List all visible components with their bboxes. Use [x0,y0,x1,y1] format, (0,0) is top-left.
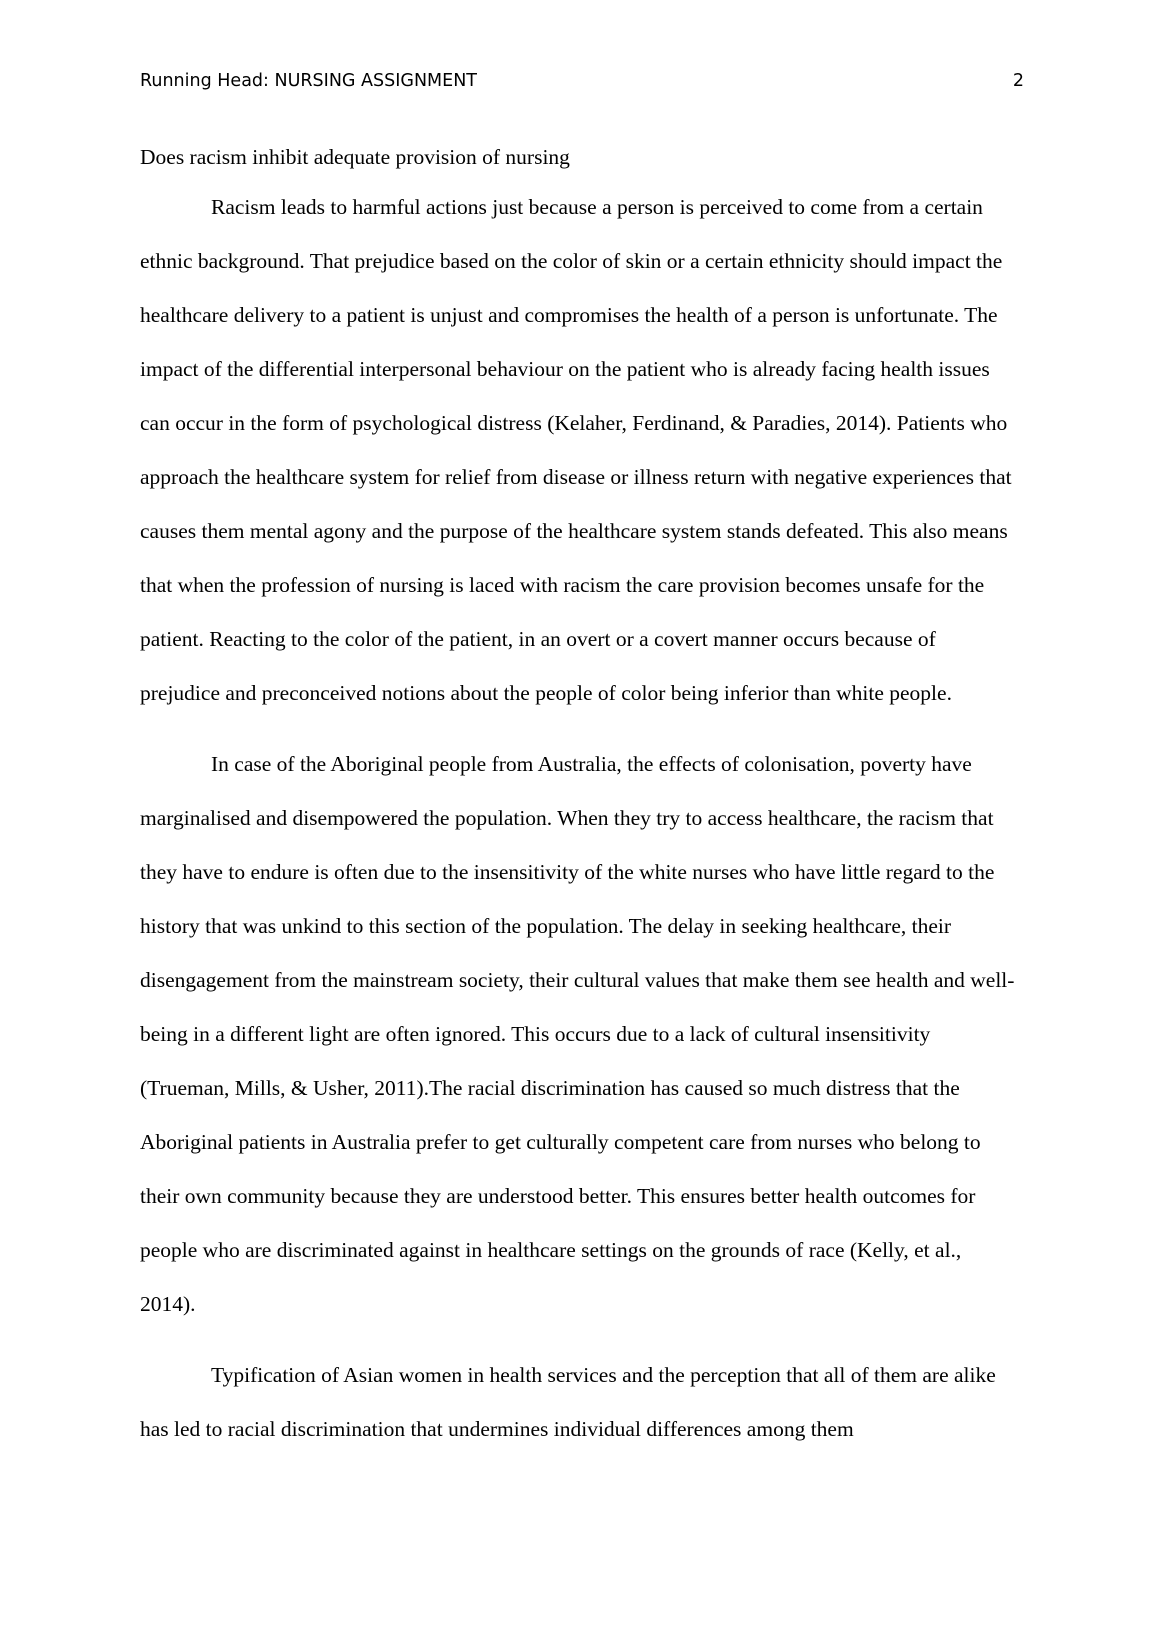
document-body [140,137,1020,1456]
running-head: Running Head: NURSING ASSIGNMENT [140,71,477,91]
page-number: 2 [1012,71,1024,91]
paragraph-racism-harm: Racism leads to harmful actions just because a person is perceived to come from a certain ethnic background. That prejudice based on the color of skin or a certain ethnicity should impact the healthcare delivery to a patient is unjust and compromises the health of a person is unfortunate. The impact of the differential interpersonal behaviour on the patient who is already facing health issues can occur in the form of psychological distress (Kelaher, Ferdinand, & Paradies, 2014). Patients who approach the healthcare system for relief from disease or illness return with negative experiences that causes them mental agony and the purpose of the healthcare system stands defeated. This also means that when the profession of nursing is laced with racism the care provision becomes unsafe for the patient. Reacting to the color of the patient, in an overt or a covert manner occurs because of prejudice and preconceived notions about the people of color being inferior than white people. [140,195,1012,705]
section-heading: Does racism inhibit adequate provision of nursing [140,145,570,169]
paragraph-aboriginal: In case of the Aboriginal people from Australia, the effects of colonisation, poverty have marginalised and disempowered the population. When they try to access healthcare, the racism that they have to endure is often due to the insensitivity of the white nurses who have little regard to the history that was unkind to this section of the population. The delay in seeking healthcare, their disengagement from the mainstream society, their cultural values that make them see health and well-being in a different light are often ignored. This occurs due to a lack of cultural insensitivity (Trueman, Mills, & Usher, 2011).The racial discrimination has caused so much distress that the Aboriginal patients in Australia prefer to get culturally competent care from nurses who belong to their own community because they are understood better. This ensures better health outcomes for people who are discriminated against in healthcare settings on the grounds of race (Kelly, et al., 2014). [140,752,1015,1316]
paragraph-asian-women: Typification of Asian women in health services and the perception that all of them are alike has led to racial discrimination that undermines individual differences among them [140,1363,996,1441]
